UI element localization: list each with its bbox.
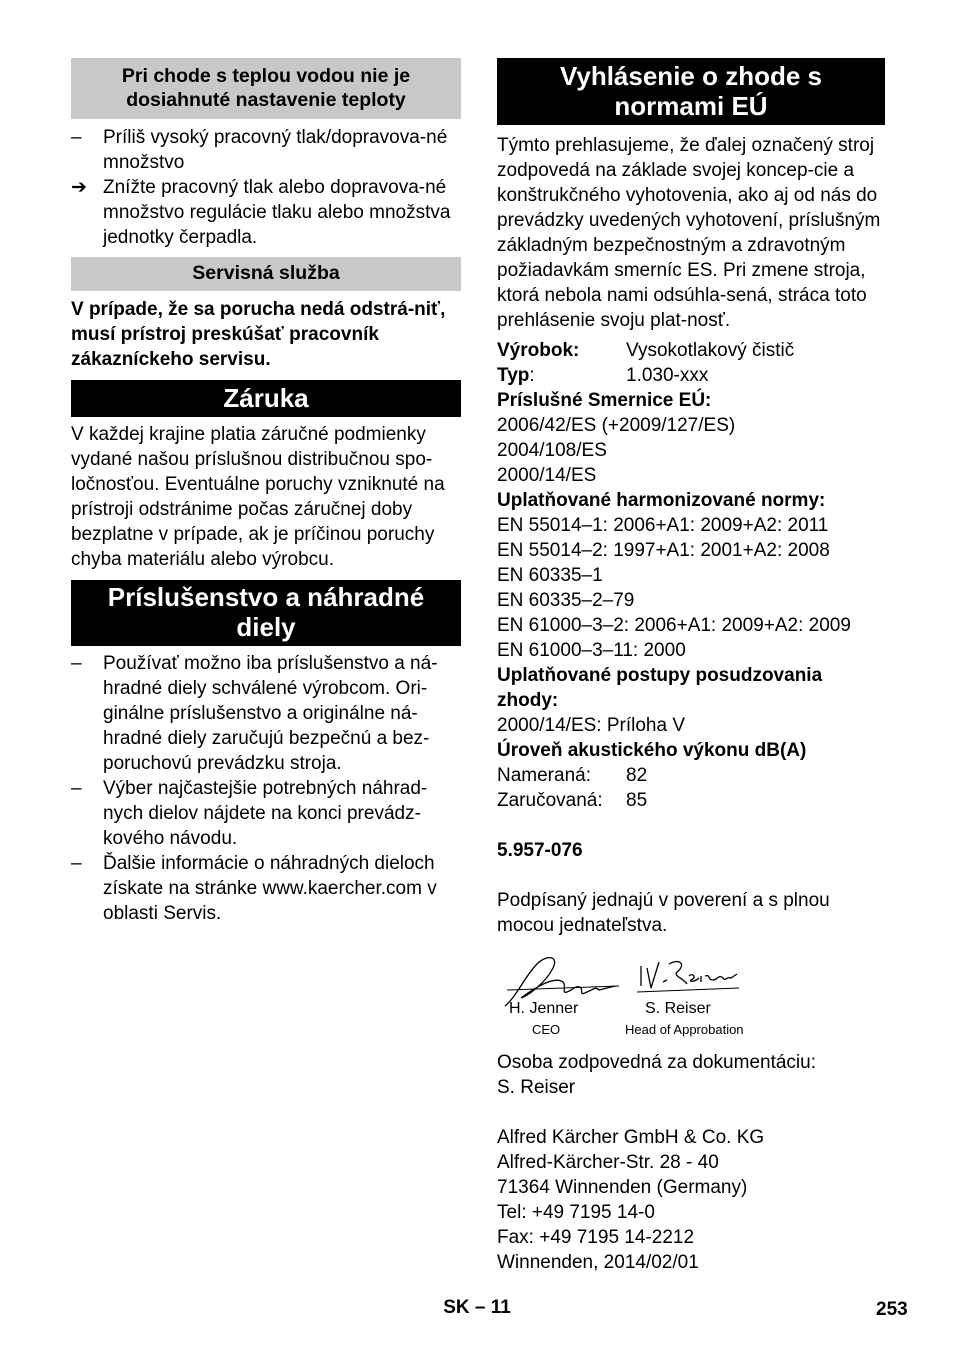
norm: EN 55014–1: 2006+A1: 2009+A2: 2011 (497, 515, 829, 536)
measured-value: 82 (626, 765, 648, 786)
guaranteed-row (497, 788, 885, 813)
heading-declaration: Vyhlásenie o zhode s normami EÚ (497, 58, 885, 125)
right-column (497, 58, 885, 1275)
type-label: Typ (497, 365, 530, 386)
norm: EN 55014–2: 1997+A1: 2001+A2: 2008 (497, 540, 830, 561)
directives-label: Príslušné Smernice EÚ: (497, 390, 712, 411)
arrow-icon: ➔ (71, 177, 87, 198)
sig2-name: S. Reiser (645, 1000, 711, 1017)
dash-marker: – (71, 853, 82, 874)
heading-warm-water: Pri chode s teplou vodou nie je dosiahnuté nastavenie teploty (71, 58, 461, 119)
address-line: Fax: +49 7195 14-2212 (497, 1227, 695, 1248)
directive: 2006/42/ES (+2009/127/ES) (497, 415, 736, 436)
service-text: V prípade, že sa porucha nedá odstrá-niť, musí prístroj preskúšať pracovník zákazníckeho servisu. (71, 299, 446, 370)
acc-text-3: Ďalšie informácie o náhradných dieloch získate na stránke www.kaercher.com v oblasti Servis. (103, 853, 437, 924)
product-label: Výrobok: (497, 340, 580, 361)
list-item (71, 776, 461, 851)
norm: EN 60335–2–79 (497, 590, 635, 611)
heading-service: Servisná služba (71, 257, 461, 291)
norm: EN 61000–3–11: 2000 (497, 640, 686, 661)
type-value: 1.030-xxx (626, 365, 709, 386)
sound-label: Úroveň akustického výkonu dB(A) (497, 740, 807, 761)
list-item (71, 651, 461, 776)
norm: EN 60335–1 (497, 565, 603, 586)
list-item-cause (71, 125, 461, 175)
action-text: Znížte pracovný tlak alebo dopravova-né množstvo regulácie tlaku alebo množstva jednotky čerpadla. (103, 177, 451, 248)
product-value: Vysokotlakový čistič (626, 340, 795, 361)
guaranteed-value: 85 (626, 790, 648, 811)
heading-accessories: Príslušenstvo a náhradné diely (71, 580, 461, 646)
dash-marker: – (71, 653, 82, 674)
address-line: Alfred Kärcher GmbH & Co. KG (497, 1127, 765, 1148)
acc-text-1: Používať možno iba príslušenstvo a ná-hradné diely schválené výrobcom. Ori-ginálne príslušenstvo a originálne ná-hradné diely zaručujú bezpečnú a bez-poruchovú prevádzku stroja. (103, 653, 438, 774)
directive: 2004/108/ES (497, 440, 607, 461)
guaranteed-label: Zaručovaná: (497, 790, 603, 811)
signature-block (497, 938, 885, 1050)
sig1-name: H. Jenner (509, 1000, 579, 1017)
procedure: 2000/14/ES: Príloha V (497, 715, 686, 736)
type-colon: : (529, 365, 535, 386)
sig1-title: CEO (532, 1022, 561, 1037)
signature-reiser (635, 954, 745, 1004)
procedures-label: Uplatňované postupy posudzovania zhody: (497, 665, 823, 711)
address-line: Tel: +49 7195 14-0 (497, 1202, 655, 1223)
type-row (497, 363, 885, 388)
measured-row (497, 763, 885, 788)
warranty-text: V každej krajine platia záručné podmienky vydané našou príslušnou distribučnou spo-ločnosťou. Eventuálne poruchy vzniknuté na prístroji odstránime počas záručnej doby bezplatne v prípade, ak je príčinou poruchy chyba materiálu alebo výrobcu. (71, 424, 445, 570)
footer-section: SK – 11 (443, 1297, 511, 1318)
norm: EN 61000–3–2: 2006+A1: 2009+A2: 2009 (497, 615, 851, 636)
address-line: Alfred-Kärcher-Str. 28 - 40 (497, 1152, 719, 1173)
sig2-title: Head of Approbation (625, 1022, 744, 1037)
list-item-action (71, 175, 461, 250)
address-line: Winnenden, 2014/02/01 (497, 1252, 699, 1273)
declaration-intro: Týmto prehlasujeme, že ďalej označený stroj zodpovedá na základe svojej koncep-cie a konštrukčného vyhotovenia, ako aj od nás do prevádzky uvedených vyhotovení, príslušným základným bezpečnostným a zdravotným požiadavkám smerníc ES. Pri zmene stroja, ktorá nebola nami odsúhla-sená, stráca toto prehlásenie svoju plat-nosť. (497, 135, 881, 331)
type-label-wrap (497, 363, 626, 388)
directive: 2000/14/ES (497, 465, 597, 486)
doc-person-label: Osoba zodpovedná za dokumentáciu: (497, 1052, 816, 1073)
dash-marker: – (71, 127, 82, 148)
doc-number: 5.957-076 (497, 840, 583, 861)
dash-marker: – (71, 778, 82, 799)
measured-label: Nameraná: (497, 765, 591, 786)
doc-person: S. Reiser (497, 1077, 576, 1098)
list-item (71, 851, 461, 926)
page-number: 253 (876, 1299, 908, 1320)
address-line: 71364 Winnenden (Germany) (497, 1177, 748, 1198)
acc-text-2: Výber najčastejšie potrebných náhrad-nych dielov nájdete na konci prevádz-kového návodu. (103, 778, 428, 849)
left-column (71, 58, 461, 926)
norms-label: Uplatňované harmonizované normy: (497, 490, 826, 511)
heading-warranty: Záruka (71, 380, 461, 417)
product-row (497, 338, 885, 363)
signed-text: Podpísaný jednajú v poverení a s plnou mocou jednateľstva. (497, 890, 830, 936)
cause-text: Príliš vysoký pracovný tlak/dopravova-né množstvo (103, 127, 448, 173)
